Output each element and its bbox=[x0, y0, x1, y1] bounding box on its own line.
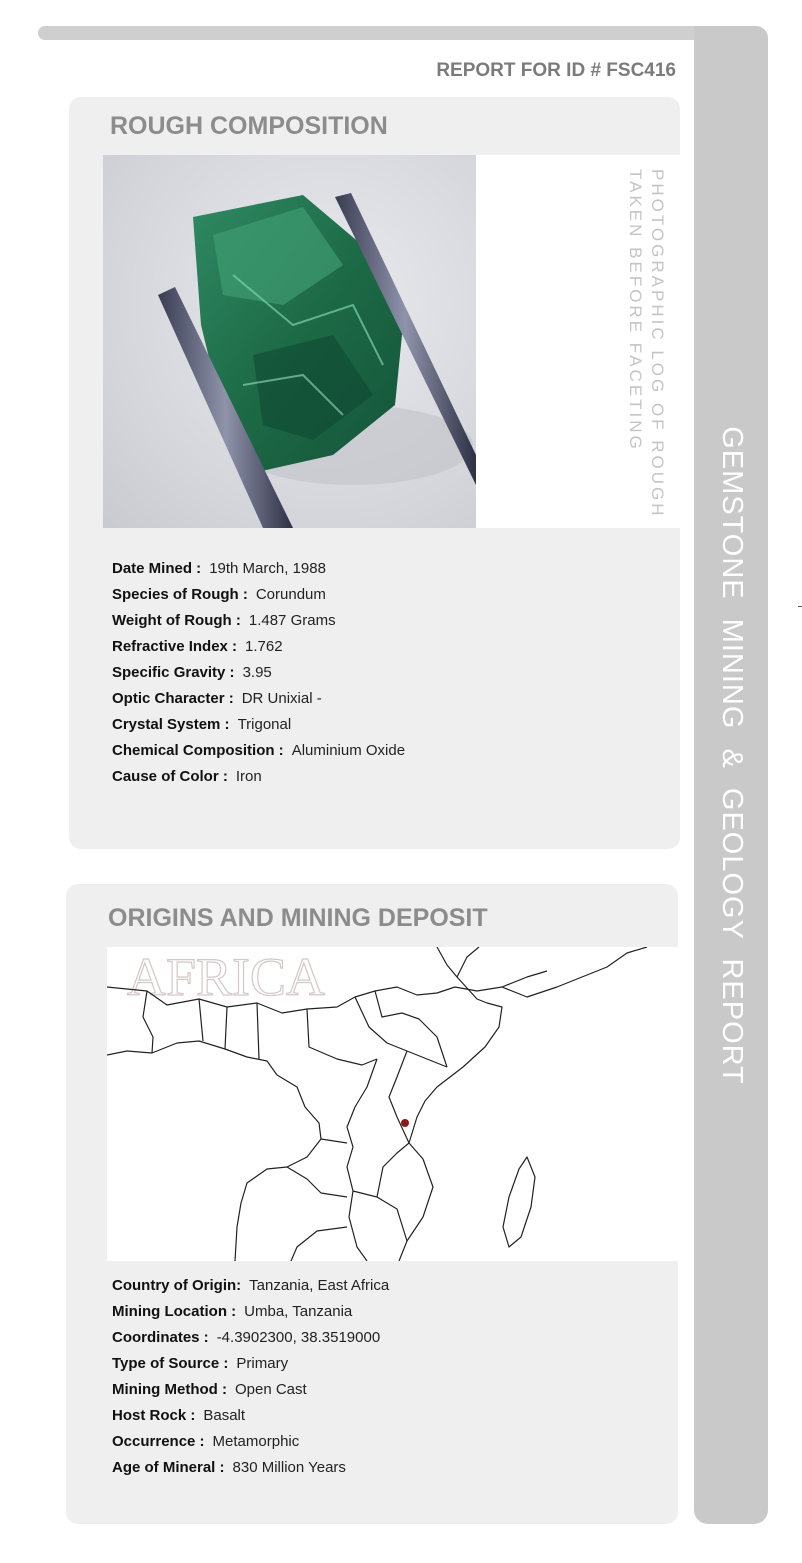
detail-row-crystal-system: Crystal System : Trigonal bbox=[112, 716, 292, 733]
detail-row-species: Species of Rough : Corundum bbox=[112, 586, 326, 603]
detail-row-coordinates: Coordinates : -4.3902300, 38.3519000 bbox=[112, 1329, 381, 1346]
origins-panel bbox=[66, 884, 678, 1524]
detail-row-weight: Weight of Rough : 1.487 Grams bbox=[112, 612, 336, 629]
gem-illustration bbox=[103, 155, 476, 528]
photo-caption bbox=[616, 169, 676, 519]
detail-row-refractive-index: Refractive Index : 1.762 bbox=[112, 638, 283, 655]
detail-row-chemical-composition: Chemical Composition : Aluminium Oxide bbox=[112, 742, 406, 759]
detail-row-date-mined: Date Mined : 19th March, 1988 bbox=[112, 560, 326, 577]
side-title bbox=[694, 410, 768, 1100]
detail-row-specific-gravity: Specific Gravity : 3.95 bbox=[112, 664, 272, 681]
africa-map-drawing bbox=[107, 947, 678, 1261]
top-bar bbox=[38, 26, 738, 40]
photo-caption-line-1: PHOTOGRAPHIC LOG OF ROUGH bbox=[648, 169, 667, 519]
detail-row-country: Country of Origin: Tanzania, East Africa bbox=[112, 1277, 390, 1294]
map-region-label: AFRICA bbox=[127, 947, 326, 1007]
side-title-text: GEMSTONE MINING & GEOLOGY REPORT bbox=[715, 425, 748, 1085]
photo-strip bbox=[103, 155, 680, 528]
mine-location-marker bbox=[401, 1119, 409, 1127]
edge-mark bbox=[798, 606, 802, 607]
report-id: REPORT FOR ID # FSC416 bbox=[436, 60, 676, 81]
rough-details-list bbox=[112, 556, 405, 790]
origins-heading: ORIGINS AND MINING DEPOSIT bbox=[108, 904, 488, 932]
rough-composition-heading: ROUGH COMPOSITION bbox=[110, 112, 388, 140]
detail-row-occurrence: Occurrence : Metamorphic bbox=[112, 1433, 300, 1450]
photo-caption-line-2: TAKEN BEFORE FACETING bbox=[626, 169, 645, 452]
rough-gem-photo bbox=[103, 155, 476, 528]
detail-row-cause-of-color: Cause of Color : Iron bbox=[112, 768, 262, 785]
detail-row-mining-location: Mining Location : Umba, Tanzania bbox=[112, 1303, 353, 1320]
detail-row-age-of-mineral: Age of Mineral : 830 Million Years bbox=[112, 1459, 346, 1476]
detail-row-type-of-source: Type of Source : Primary bbox=[112, 1355, 289, 1372]
africa-map bbox=[107, 947, 678, 1261]
rough-composition-panel bbox=[69, 97, 680, 849]
origin-details-list bbox=[112, 1273, 389, 1481]
detail-row-mining-method: Mining Method : Open Cast bbox=[112, 1381, 307, 1398]
detail-row-host-rock: Host Rock : Basalt bbox=[112, 1407, 246, 1424]
detail-row-optic-character: Optic Character : DR Unixial - bbox=[112, 690, 322, 707]
